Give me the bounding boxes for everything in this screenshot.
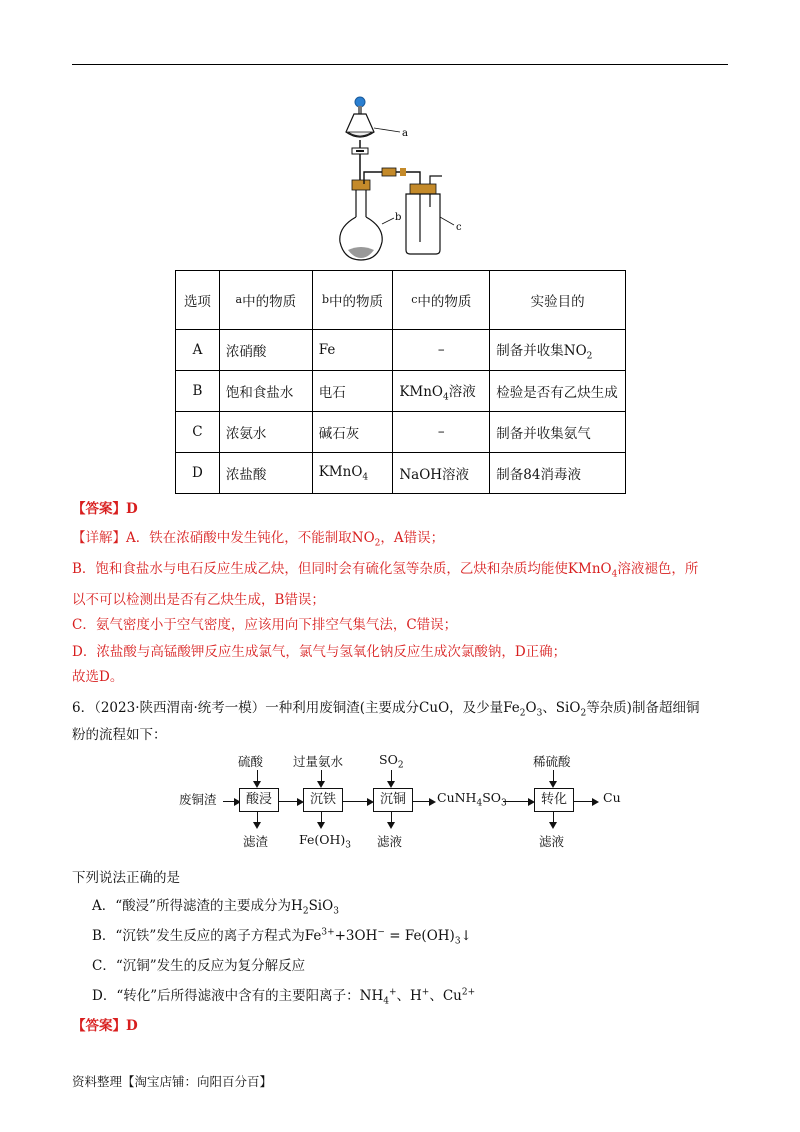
flow-output-feoh3: $Fe(OH)_3$ [299,832,352,851]
flow-box-iron-precip: 沉铁 [303,788,343,812]
label-c: c [456,222,462,233]
top-rule [72,64,728,65]
q6-option-a: A．“酸浸”所得滤渣的主要成分为$H_2SiO_3$ [92,898,339,917]
header-b: $^b$中的物质 [312,271,393,330]
q6-stem-line2: 粉的流程如下： [72,727,167,743]
flow-box-conversion: 转化 [534,788,574,812]
q5-conclusion: 故选D。 [72,669,124,685]
flow-start: 废铜渣 [179,792,217,807]
q6-option-c: C．“沉铜”发生的反应为复分解反应 [92,958,306,974]
q5-answer: 【答案】D [72,501,138,517]
table-row: C 浓氨水 碱石灰 – 制备并收集氨气 [176,412,626,453]
q6-stem-line1: 6．（2023·陕西渭南·统考一模）一种利用废铜渣(主要成分CuO，及少量$Fe_2O_3$、SiO$_2$等杂质)制备超细铜 [72,700,700,719]
flow-output-residue: 滤渣 [243,834,269,849]
flow-input-sulfuric-acid: 硫酸 [238,754,264,769]
q6-question: 下列说法正确的是 [72,870,180,886]
process-flowchart [175,748,635,858]
header-option: 选项 [176,271,220,330]
flow-intermediate: $CuNH_4SO_3$ [437,790,507,809]
footer-note: 资料整理【淘宝店铺：向阳百分百】 [72,1074,273,1089]
q6-answer: 【答案】D [72,1018,138,1034]
funnel-stopper-icon [355,97,365,107]
label-a: a [402,128,408,139]
table-row: B 饱和食盐水 电石 KMnO$_4$溶液 检验是否有乙炔生成 [176,371,626,412]
q5-detail-b1: B．饱和食盐水与电石反应生成乙炔，但同时会有硫化氢等杂质，乙炔和杂质均能使KMnO$_4$溶液褪色，所 [72,561,699,580]
flow-box-copper-precip: 沉铜 [373,788,413,812]
options-table [175,270,626,494]
flow-box-acid-leach: 酸浸 [239,788,279,812]
header-goal: 实验目的 [490,271,626,330]
apparatus-diagram [330,92,470,262]
q6-option-b: B．“沉铁”发生反应的离子方程式为$Fe^{3+}+3OH^-$ = $Fe(OH)_3↓$ [92,927,472,947]
table-header-row [176,271,626,330]
flow-input-so2: $SO_2$ [379,752,404,771]
label-b: b [395,212,402,223]
header-a: $^a$中的物质 [219,271,312,330]
q5-detail-c: C．氨气密度小于空气密度，应该用向下排空气集气法，C错误； [72,617,458,633]
q5-detail-d: D．浓盐酸与高锰酸钾反应生成氯气，氯气与氢氧化钠反应生成次氯酸钠，D正确； [72,644,567,660]
flow-output-filtrate-1: 滤液 [377,834,403,849]
table-row: D 浓盐酸 KMnO$_4$ NaOH溶液 制备84消毒液 [176,453,626,494]
q5-detail-a: 【详解】A．铁在浓硝酸中发生钝化，不能制取$NO_2$，A错误； [72,530,445,549]
q6-option-d: D．“转化”后所得滤液中含有的主要阳离子：$NH_4^+$、H+、$Cu^{2+}$ [92,987,476,1007]
flow-end: Cu [603,790,621,805]
flow-input-ammonia: 过量氨水 [293,754,344,769]
flow-output-filtrate-2: 滤液 [539,834,565,849]
q5-detail-b2: 以不可以检测出是否有乙炔生成，B错误； [72,592,325,608]
flow-input-dilute-acid: 稀硫酸 [533,754,571,769]
header-c: $^c$中的物质 [393,271,490,330]
table-row: A 浓硝酸 Fe – 制备并收集$NO_2$ [176,330,626,371]
